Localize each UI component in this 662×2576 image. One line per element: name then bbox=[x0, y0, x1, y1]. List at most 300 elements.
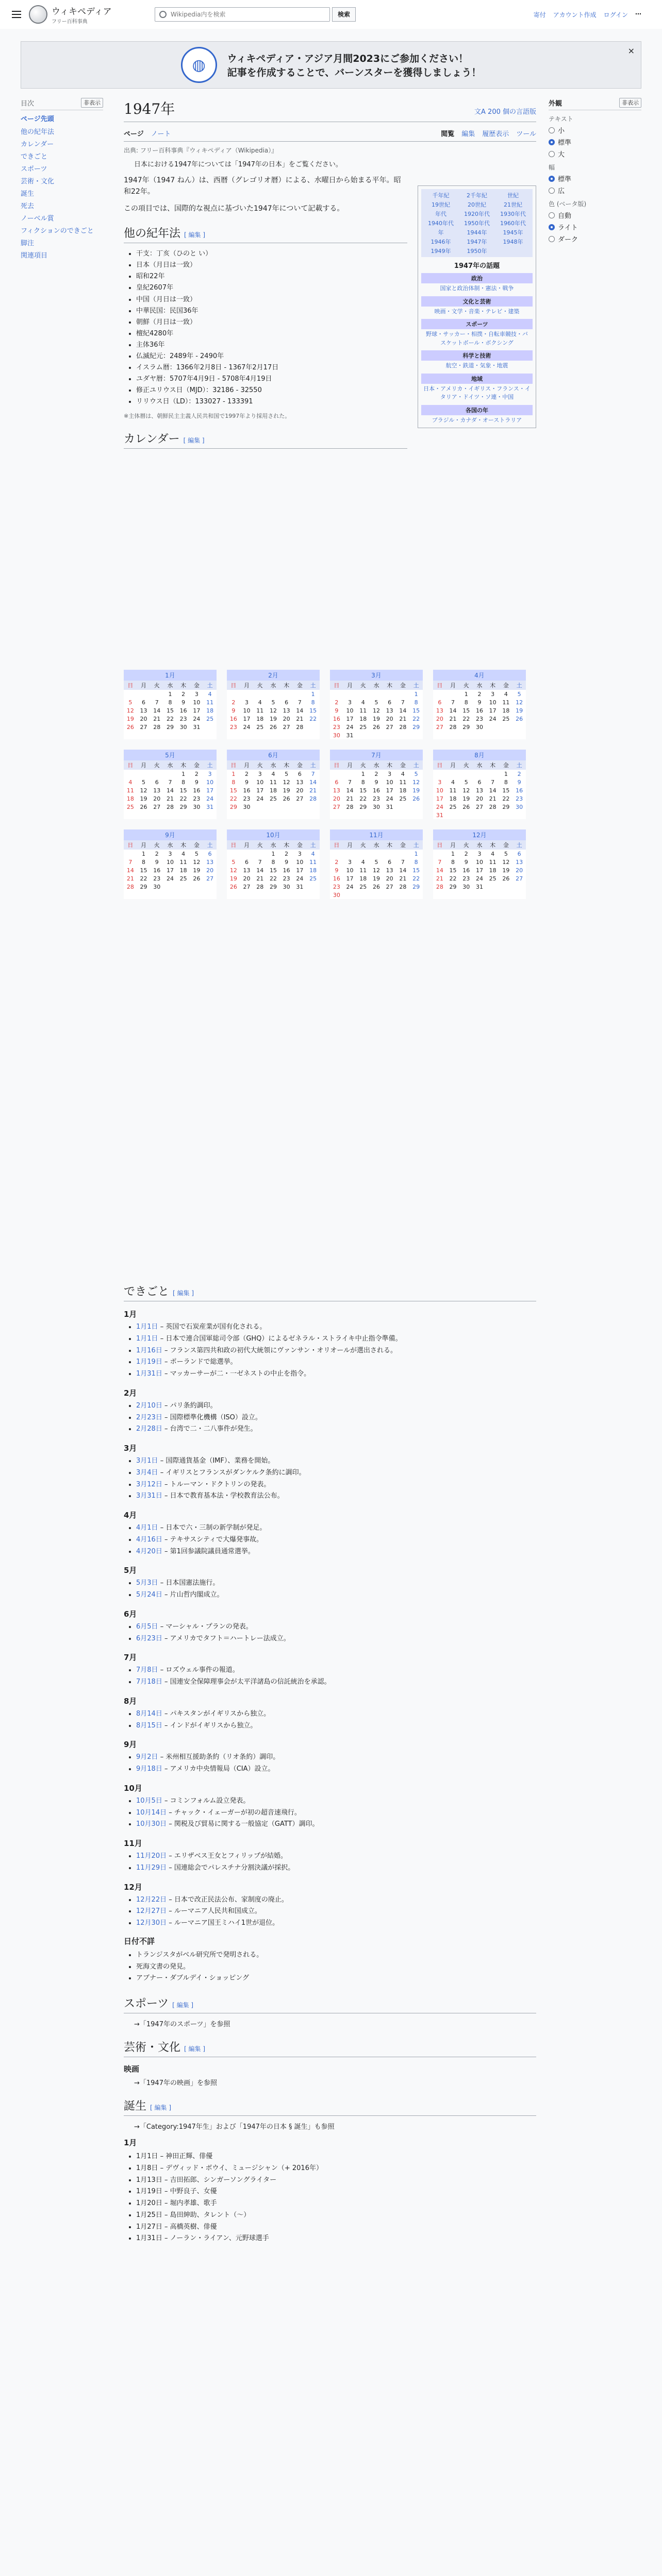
year-nav-link[interactable]: 20世紀 bbox=[468, 201, 486, 208]
event-text: – チャック・イェーガーが初の超音速飛行。 bbox=[169, 1808, 301, 1817]
tab-history[interactable]: 履歴表示 bbox=[482, 130, 509, 138]
event-date-link[interactable]: 7月8日 bbox=[136, 1666, 158, 1674]
edit-link[interactable]: [ 編集 ] bbox=[173, 1290, 194, 1297]
year-nav-link[interactable]: 年 bbox=[438, 229, 444, 236]
calendar-day: 8 bbox=[451, 858, 455, 866]
tab-edit[interactable]: 編集 bbox=[461, 130, 475, 138]
year-nav-link[interactable]: 2千年紀 bbox=[467, 192, 487, 199]
more-options-icon[interactable]: ⋯ bbox=[635, 10, 641, 18]
event-text: – ルーマニア人民共和国成立。 bbox=[169, 1907, 261, 1916]
weekday-label: 木 bbox=[486, 760, 500, 770]
calendar-day: 24 bbox=[489, 715, 496, 722]
toc-item[interactable]: 誕生 bbox=[21, 190, 35, 198]
search-input[interactable] bbox=[170, 10, 329, 19]
year-nav-link[interactable]: 世紀 bbox=[507, 192, 519, 199]
edit-link[interactable]: [ 編集 ] bbox=[172, 2002, 194, 2009]
calendar-day bbox=[512, 883, 526, 891]
calendar-day bbox=[267, 891, 280, 899]
calendar-day: 20 bbox=[243, 875, 251, 882]
toc-item[interactable]: ノーベル賞 bbox=[21, 215, 54, 223]
weekday-label: 月 bbox=[343, 681, 357, 690]
calendar-day: 28 bbox=[346, 803, 354, 810]
event-date-link[interactable]: 4月1日 bbox=[136, 1524, 158, 1532]
event-text: – マッカーサーが二・一ゼネストの中止を指令。 bbox=[164, 1370, 311, 1378]
calendar-day: 10 bbox=[489, 699, 496, 706]
calendar-day: 27 bbox=[140, 723, 147, 731]
event-date-link[interactable]: 2月10日 bbox=[136, 1401, 162, 1410]
calendar-day: 28 bbox=[436, 883, 443, 890]
infobox-section-links[interactable]: 野球・サッカー・相撲・自転車競技・バスケットボール・ボクシング bbox=[426, 331, 528, 346]
calendar-day: 25 bbox=[206, 715, 214, 722]
appearance-option[interactable] bbox=[549, 234, 641, 244]
toc-item[interactable]: できごと bbox=[21, 153, 48, 161]
calendar-day: 20 bbox=[140, 715, 147, 722]
toc-top-link[interactable]: ページ先頭 bbox=[21, 115, 54, 123]
event-text: – イギリスとフランスがダンケルク条約に調印。 bbox=[160, 1468, 306, 1477]
weekday-label: 土 bbox=[512, 760, 526, 770]
calendar-day: 27 bbox=[386, 723, 393, 731]
calendar-day bbox=[459, 770, 473, 778]
month-name[interactable]: 5月 bbox=[124, 750, 217, 760]
calendar-day: 7 bbox=[258, 858, 262, 866]
year-nav-link[interactable]: 1947年 bbox=[467, 239, 487, 245]
month-name[interactable]: 4月 bbox=[433, 670, 526, 681]
month-name[interactable]: 1月 bbox=[124, 670, 217, 681]
weekday-label: 土 bbox=[512, 840, 526, 850]
weekday-label: 水 bbox=[473, 760, 486, 770]
radio-button[interactable] bbox=[549, 176, 555, 182]
calendar-day bbox=[267, 731, 280, 739]
event-date-link[interactable]: 1月19日 bbox=[136, 1358, 162, 1366]
event-date-link[interactable]: 11月20日 bbox=[136, 1852, 167, 1860]
calendar-day: 25 bbox=[269, 795, 277, 802]
calendar-day: 10 bbox=[436, 787, 443, 794]
calendar-day: 11 bbox=[309, 858, 317, 866]
month-name[interactable]: 2月 bbox=[227, 670, 320, 681]
infobox-section-links[interactable]: 国家と政治体制・憲法・戦争 bbox=[440, 285, 514, 292]
calendar-day bbox=[203, 891, 217, 899]
calendar-day: 5 bbox=[285, 770, 289, 777]
edit-link[interactable]: [ 編集 ] bbox=[150, 2104, 172, 2111]
toc-item[interactable]: 脚注 bbox=[21, 240, 35, 247]
event-date-link[interactable]: 2月23日 bbox=[136, 1413, 162, 1421]
event-date-link[interactable]: 2月28日 bbox=[136, 1425, 162, 1433]
toc-item[interactable]: スポーツ bbox=[21, 165, 47, 173]
calendar-day: 20 bbox=[386, 875, 393, 882]
calendar-day bbox=[370, 891, 383, 899]
calendar-day: 4 bbox=[208, 690, 212, 698]
event-text: – 第1回参議院議員通常選挙。 bbox=[164, 1547, 255, 1555]
radio-button[interactable] bbox=[549, 151, 555, 157]
calendar-day: 10 bbox=[206, 778, 214, 786]
weekday-label: 火 bbox=[356, 760, 370, 770]
weekday-label: 水 bbox=[267, 681, 280, 690]
weekday-label: 土 bbox=[306, 681, 320, 690]
weekday-label: 日 bbox=[330, 760, 343, 770]
appearance-option[interactable] bbox=[549, 222, 641, 232]
event-item bbox=[136, 1455, 536, 1467]
weekday-label: 金 bbox=[500, 760, 513, 770]
year-nav-link[interactable]: 1946年 bbox=[431, 239, 451, 245]
weekday-label: 水 bbox=[267, 760, 280, 770]
event-text: – 日本で教育基本法・学校教育法公布。 bbox=[164, 1492, 284, 1500]
month-name[interactable]: 9月 bbox=[124, 829, 217, 840]
year-nav-link[interactable]: 1949年 bbox=[431, 248, 451, 255]
calendar-day: 28 bbox=[126, 883, 134, 890]
calendar-day bbox=[177, 883, 190, 891]
calendar-day: 28 bbox=[309, 795, 317, 802]
notice-banner bbox=[21, 41, 641, 89]
calendar-day: 6 bbox=[477, 778, 482, 786]
calendar-day: 23 bbox=[229, 723, 237, 731]
calendar-day bbox=[409, 731, 423, 739]
calendar-day: 14 bbox=[166, 787, 174, 794]
event-item bbox=[136, 1333, 536, 1345]
calendar-day bbox=[267, 690, 280, 698]
calendar-day bbox=[486, 891, 500, 899]
calendar-day bbox=[433, 850, 446, 858]
era-item: • 中華民国：民国36年 bbox=[136, 306, 407, 317]
calendar-day bbox=[227, 891, 240, 899]
event-text: – 日本国憲法施行。 bbox=[160, 1579, 220, 1587]
toc-item[interactable]: カレンダー bbox=[21, 141, 54, 148]
weekday-label: 水 bbox=[370, 760, 383, 770]
calendar-day: 23 bbox=[462, 875, 470, 882]
donate-link[interactable]: 寄付 bbox=[533, 11, 546, 19]
calendar-day bbox=[293, 690, 307, 698]
year-nav-link[interactable]: 21世紀 bbox=[504, 201, 522, 208]
calendar-day: 23 bbox=[333, 883, 340, 890]
weekday-label: 日 bbox=[124, 681, 137, 690]
calendar-day bbox=[306, 891, 320, 899]
calendar-day: 25 bbox=[256, 723, 264, 731]
appearance-option[interactable] bbox=[549, 137, 641, 147]
toc-item[interactable]: 関連項目 bbox=[21, 252, 48, 260]
event-date-link[interactable]: 6月23日 bbox=[136, 1634, 162, 1642]
events-list bbox=[124, 1621, 536, 1645]
events-month-heading: 9月 bbox=[124, 1740, 137, 1750]
calendar-day bbox=[343, 891, 357, 899]
calendar-day bbox=[137, 891, 151, 899]
event-date-link[interactable]: 12月27日 bbox=[136, 1907, 167, 1916]
calendar-day: 24 bbox=[256, 795, 264, 802]
event-item bbox=[136, 1412, 536, 1424]
event-date-link[interactable]: 10月14日 bbox=[136, 1808, 167, 1817]
event-item bbox=[136, 1621, 536, 1633]
month-name[interactable]: 7月 bbox=[330, 750, 423, 760]
radio-button[interactable] bbox=[549, 188, 555, 194]
calendar-day: 26 bbox=[502, 875, 510, 882]
month-calendar bbox=[433, 750, 526, 819]
event-date-link[interactable]: 3月12日 bbox=[136, 1480, 162, 1488]
event-date-link[interactable]: 11月29日 bbox=[136, 1863, 167, 1872]
calendar-day: 26 bbox=[462, 803, 470, 810]
hatnote: 日本における1947年については「1947年の日本」をご覧ください。 bbox=[134, 161, 342, 168]
calendar-day bbox=[396, 690, 410, 698]
infobox-section-heading: 各国の年 bbox=[421, 405, 533, 415]
radio-button[interactable] bbox=[549, 212, 555, 218]
calendar-day: 3 bbox=[438, 778, 442, 786]
birth-item: • 1月8日 – デヴィッド・ボウイ、ミュージシャン（+ 2016年） bbox=[136, 2163, 536, 2175]
calendar-day: 12 bbox=[283, 778, 290, 786]
calendar-day: 15 bbox=[412, 707, 420, 714]
calendar-day: 14 bbox=[399, 707, 407, 714]
login-link[interactable]: ログイン bbox=[603, 11, 628, 19]
calendar-day: 11 bbox=[359, 707, 367, 714]
event-date-link[interactable]: 8月14日 bbox=[136, 1709, 162, 1718]
calendar-day: 6 bbox=[438, 699, 442, 706]
event-date-link[interactable]: 5月3日 bbox=[136, 1579, 158, 1587]
event-date-link[interactable]: 12月30日 bbox=[136, 1919, 167, 1927]
event-item bbox=[136, 1851, 536, 1862]
tab-page[interactable]: ページ bbox=[124, 130, 144, 138]
calendar-day: 25 bbox=[359, 723, 367, 731]
calendar-day: 12 bbox=[516, 699, 523, 706]
calendar-day: 4 bbox=[128, 778, 133, 786]
year-nav-link[interactable]: 19世紀 bbox=[432, 201, 450, 208]
month-name[interactable]: 11月 bbox=[330, 829, 423, 840]
event-date-link[interactable]: 3月31日 bbox=[136, 1492, 162, 1500]
calendar-day: 31 bbox=[475, 883, 483, 890]
weekday-label: 土 bbox=[203, 681, 217, 690]
calendar-day: 17 bbox=[193, 707, 201, 714]
event-date-link[interactable]: 1月1日 bbox=[136, 1334, 158, 1343]
calendar-day bbox=[280, 811, 293, 819]
event-date-link[interactable]: 4月16日 bbox=[136, 1535, 162, 1544]
calendar-day: 21 bbox=[436, 875, 443, 882]
calendar-day: 7 bbox=[401, 858, 405, 866]
era-item: • 檀紀4280年 bbox=[136, 328, 407, 340]
calendar-day: 30 bbox=[333, 891, 340, 899]
calendar-day bbox=[409, 803, 423, 811]
calendar-day bbox=[446, 891, 460, 899]
calendar-day: 13 bbox=[333, 787, 340, 794]
calendar-day: 29 bbox=[229, 803, 237, 810]
month-name[interactable]: 10月 bbox=[227, 829, 320, 840]
language-button[interactable]: 文A 200 個の言語版 bbox=[474, 108, 536, 116]
calendar-day: 24 bbox=[346, 883, 354, 890]
calendar-day: 7 bbox=[155, 699, 159, 706]
calendar-day: 1 bbox=[414, 690, 418, 698]
toc-hide-button[interactable]: 非表示 bbox=[81, 98, 103, 108]
toc-item[interactable]: フィクションのできごと bbox=[21, 227, 94, 235]
calendar-day bbox=[293, 811, 307, 819]
event-date-link[interactable]: 1月16日 bbox=[136, 1346, 162, 1354]
tab-tools[interactable]: ツール bbox=[516, 130, 536, 138]
calendar-day: 3 bbox=[194, 690, 198, 698]
year-nav-link[interactable]: 年代 bbox=[435, 211, 446, 217]
tab-read[interactable]: 閲覧 bbox=[441, 130, 455, 138]
calendar-day: 26 bbox=[516, 715, 523, 722]
month-calendar bbox=[433, 829, 526, 899]
calendar-day: 30 bbox=[372, 803, 380, 810]
month-name[interactable]: 6月 bbox=[227, 750, 320, 760]
event-date-link[interactable]: 10月5日 bbox=[136, 1797, 162, 1805]
calendar-day bbox=[370, 690, 383, 698]
weekday-label: 金 bbox=[500, 840, 513, 850]
toc-item[interactable]: 他の紀年法 bbox=[21, 128, 55, 136]
calendar-day: 17 bbox=[256, 787, 264, 794]
year-nav-link[interactable]: 千年紀 bbox=[432, 192, 450, 199]
calendar-day bbox=[137, 770, 151, 778]
calendar-day: 5 bbox=[414, 770, 418, 777]
calendar-day: 3 bbox=[245, 699, 249, 706]
calendar-day: 7 bbox=[451, 699, 455, 706]
event-date-link[interactable]: 1月1日 bbox=[136, 1323, 158, 1331]
calendar-day: 9 bbox=[464, 858, 468, 866]
calendar-day bbox=[500, 731, 513, 739]
weekday-label: 木 bbox=[177, 840, 190, 850]
edit-link[interactable]: [ 編集 ] bbox=[184, 2045, 206, 2053]
infobox-section-links[interactable]: 映画・文学・音楽・テレビ・建築 bbox=[434, 308, 520, 315]
calendar-day bbox=[227, 811, 240, 819]
radio-button[interactable] bbox=[549, 127, 555, 133]
appearance-option[interactable] bbox=[549, 185, 641, 195]
radio-button[interactable] bbox=[549, 224, 555, 230]
month-name[interactable]: 8月 bbox=[433, 750, 526, 760]
calendar-day bbox=[177, 811, 190, 819]
appearance-option[interactable] bbox=[549, 125, 641, 135]
calendar-day: 4 bbox=[271, 770, 275, 777]
undated-list bbox=[124, 1950, 536, 1985]
main-menu-icon[interactable] bbox=[6, 4, 27, 25]
radio-button[interactable] bbox=[549, 139, 555, 145]
year-nav-link[interactable]: 1930年代 bbox=[500, 211, 526, 217]
infobox-section-links[interactable]: 日本・アメリカ・イギリス・フランス・イタリア・ドイツ・ソ連・中国 bbox=[423, 385, 531, 400]
film-hatnote: →「1947年の映画」を参照 bbox=[134, 2079, 217, 2087]
year-nav-link[interactable]: 1944年 bbox=[467, 229, 487, 236]
event-text: – テキサスシティで大爆発事故。 bbox=[164, 1535, 263, 1544]
event-item bbox=[136, 1819, 536, 1831]
year-nav-link[interactable]: 1950年代 bbox=[464, 220, 490, 227]
calendar-day: 11 bbox=[256, 707, 264, 714]
year-nav-link[interactable]: 1945年 bbox=[503, 229, 523, 236]
year-nav-link[interactable]: 1950年 bbox=[467, 248, 487, 255]
appearance-option[interactable] bbox=[549, 210, 641, 220]
event-date-link[interactable]: 6月5日 bbox=[136, 1622, 158, 1631]
calendar-day: 27 bbox=[516, 875, 523, 882]
toc-item[interactable]: 死去 bbox=[21, 202, 35, 210]
event-item bbox=[136, 1467, 536, 1479]
events-month-heading: 7月 bbox=[124, 1653, 137, 1663]
calendar-day bbox=[343, 690, 357, 698]
calendar-day bbox=[330, 811, 343, 819]
events-list bbox=[124, 1894, 536, 1929]
event-date-link[interactable]: 4月20日 bbox=[136, 1547, 162, 1555]
events-list bbox=[124, 1752, 536, 1775]
site-logo[interactable] bbox=[29, 4, 112, 25]
event-item bbox=[136, 1708, 536, 1720]
weekday-label: 火 bbox=[150, 840, 163, 850]
event-item bbox=[136, 1906, 536, 1918]
calendar-day: 7 bbox=[438, 858, 442, 866]
infobox bbox=[418, 185, 536, 428]
calendar-day: 6 bbox=[142, 699, 146, 706]
event-date-link[interactable]: 9月18日 bbox=[136, 1765, 162, 1773]
calendar-day: 6 bbox=[297, 770, 302, 777]
era-item: • 朝鮮（月日は一致） bbox=[136, 317, 407, 328]
edit-link[interactable]: [ 編集 ] bbox=[183, 437, 205, 445]
event-date-link[interactable]: 10月30日 bbox=[136, 1820, 167, 1828]
calendar-day: 8 bbox=[361, 778, 365, 786]
weekday-label: 木 bbox=[280, 760, 293, 770]
calendar-day: 11 bbox=[359, 867, 367, 874]
calendar-day: 19 bbox=[283, 787, 290, 794]
calendar-day: 19 bbox=[126, 715, 134, 722]
calendar-day: 19 bbox=[462, 795, 470, 802]
month-name[interactable]: 3月 bbox=[330, 670, 423, 681]
event-text: – アメリカでタフト＝ハートレー法成立。 bbox=[164, 1634, 290, 1642]
calendar-day bbox=[190, 891, 204, 899]
calendar-day: 19 bbox=[372, 715, 380, 722]
birth-item: • 1月25日 – 島田紳助、タレント（～） bbox=[136, 2210, 536, 2222]
event-date-link[interactable]: 9月2日 bbox=[136, 1753, 158, 1761]
search-button[interactable]: 検索 bbox=[332, 7, 356, 22]
event-item bbox=[136, 1894, 536, 1906]
tab-talk[interactable]: ノート bbox=[151, 130, 171, 138]
event-date-link[interactable]: 5月24日 bbox=[136, 1591, 162, 1599]
event-text: – 関税及び貿易に関する一般協定（GATT）調印。 bbox=[169, 1820, 319, 1828]
event-item bbox=[136, 1807, 536, 1819]
year-nav-link[interactable]: 1920年代 bbox=[464, 211, 490, 217]
appearance-option[interactable] bbox=[549, 174, 641, 183]
calendar-day: 15 bbox=[502, 787, 510, 794]
calendar-day: 29 bbox=[412, 723, 420, 731]
weekday-label: 木 bbox=[383, 681, 396, 690]
appearance-hide-button[interactable]: 非表示 bbox=[619, 98, 641, 108]
calendar-day: 11 bbox=[126, 787, 134, 794]
calendar-day: 22 bbox=[166, 715, 174, 722]
search-box[interactable] bbox=[155, 7, 330, 22]
create-account-link[interactable]: アカウント作成 bbox=[553, 11, 597, 19]
calendar-day: 12 bbox=[502, 858, 510, 866]
calendar-day: 1 bbox=[361, 770, 365, 777]
wikipedia-globe-icon bbox=[29, 5, 47, 24]
event-date-link[interactable]: 3月1日 bbox=[136, 1457, 158, 1465]
calendar-day: 9 bbox=[335, 867, 339, 874]
calendar-day: 12 bbox=[462, 787, 470, 794]
edit-link[interactable]: [ 編集 ] bbox=[184, 231, 206, 239]
appearance-option[interactable] bbox=[549, 149, 641, 159]
radio-button[interactable] bbox=[549, 236, 555, 242]
year-nav-link[interactable]: 1940年代 bbox=[428, 220, 454, 227]
year-nav-link[interactable]: 1960年代 bbox=[500, 220, 526, 227]
event-date-link[interactable]: 7月18日 bbox=[136, 1678, 162, 1686]
calendar-day: 23 bbox=[283, 875, 290, 882]
calendar-day: 1 bbox=[168, 690, 172, 698]
event-date-link[interactable]: 8月15日 bbox=[136, 1721, 162, 1730]
event-text: – 国連総会でパレスチナ分割決議が採択。 bbox=[169, 1863, 295, 1872]
close-icon[interactable]: × bbox=[627, 46, 635, 56]
infobox-section-links[interactable]: ブラジル・カナダ・オーストラリア bbox=[432, 416, 522, 423]
calendar-day: 17 bbox=[489, 707, 496, 714]
calendar-day: 17 bbox=[206, 787, 214, 794]
calendar-day: 2 bbox=[517, 770, 521, 777]
event-date-link[interactable]: 1月31日 bbox=[136, 1370, 162, 1378]
calendar-day: 19 bbox=[502, 867, 510, 874]
option-label: ライト bbox=[558, 224, 578, 232]
calendar-day bbox=[124, 770, 137, 778]
event-date-link[interactable]: 3月4日 bbox=[136, 1468, 158, 1477]
event-date-link[interactable]: 12月22日 bbox=[136, 1895, 167, 1904]
calendar-day: 27 bbox=[243, 883, 251, 890]
month-name[interactable]: 12月 bbox=[433, 829, 526, 840]
toc-item[interactable]: 芸術・文化 bbox=[21, 178, 55, 185]
year-nav-link[interactable]: 1948年 bbox=[503, 239, 523, 245]
infobox-section-links[interactable]: 航空・鉄道・気象・地震 bbox=[445, 362, 508, 369]
calendar-day: 18 bbox=[269, 787, 277, 794]
calendar-day: 2 bbox=[335, 699, 339, 706]
